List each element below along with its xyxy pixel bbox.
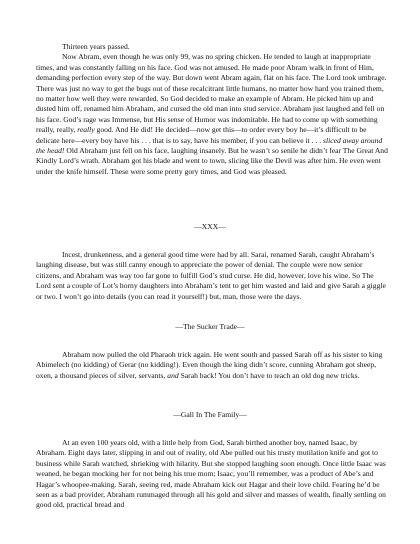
paragraph-pharaoh-text-1: Abraham now pulled the old Pharaoh trick again. He went south and passed Sarah off as his sister to king Abimelech (no kidding) of Gerar (no kidding!). Even though the king didn’t score, cunning Abraham got sheep, oxen, a thousand pieces of silver, servants, xyxy=(36,350,383,380)
paragraph-abram xyxy=(36,52,388,177)
section-heading-sucker-trade: —The Sucker Trade— xyxy=(175,322,245,331)
section-3 xyxy=(36,350,388,381)
paragraph-isaac: At an even 100 years old, with a little help from God, Sarah birthed another boy, named Isaac, by Abraham. Eight days later, slipping in and out of reality, old Abe pulled out his trusty mutilation knife and got to business while Sarah watched, shrieking with hilarity. But she stopped laughing soon enough. Once little Isaac was weaned, he began mocking her for not being his true mom; Isaac, you’ll remember, was a product of Abe’s and Hagar’s whoopee-making. Sarah, seeing red, made Abraham kick out Hagar and their love child. Fearing he’d be seen as a bad provider, Abraham rummaged through all his gold and silver and masses of wealth, finally settling on good old, practical bread and xyxy=(36,438,386,510)
paragraph-abram-text-2: good. And He did! He decided—now get this—to order every boy he—it’s difficult to be delicate here—every boy have his . . . that is to say, have his member, if you can believe it . . . xyxy=(36,125,367,145)
opening-line: Thirteen years passed. xyxy=(62,42,130,51)
section-1 xyxy=(36,42,388,177)
paragraph-incest: Incest, drunkenness, and a general good time were had by all. Sarai, renamed Sarah, caught Abraham’s laughing disease, but was still canny enough to appreciate the power of denial. The couple were now senior citizens, and Abraham was way too far gone to fulfill God’s stud curse. He did, however, love his wine. So The Lord sent a couple of Lot’s horny daughters into Abraham’s tent to get him wasted and laid and give Sarah a giggle or two. I won’t go into details (you can read it yourself!) but, man, those were the days. xyxy=(36,250,386,301)
section-heading-gall-in-the-family: —Gall In The Family— xyxy=(173,410,247,419)
emphasis-sliced: sliced away around the head! xyxy=(36,135,383,156)
section-divider-xxx: —XXX— xyxy=(194,222,226,231)
paragraph-pharaoh-text-2: Sarah back! You don’t have to teach an old dog new tricks. xyxy=(178,370,360,380)
paragraph-abram-text-3: Old Abraham just fell on his face, laughing insanely. But he wasn’t so senile he didn’t fear The Great And Kindly Lord’s wrath. Abraham got his blade and went to town, slicing like the Devil was after him. He even went under the knife himself. These were some pretty gory times, and God was pleased. xyxy=(36,146,388,176)
section-2 xyxy=(36,250,388,302)
paragraph-abram-text-1: Now Abram, even though he was only 99, was no spring chicken. He tended to laugh at inappropriate times, and was constantly falling on his face. God was not amused. He made poor Abram walk in front of Him, demanding perfection every step of the way. But down went Abram again, flat on his face. The Lord took umbrage. There was just no way to get the bugs out of these recalcitrant little humans, no matter how hard you trained them, no matter how well they were rewarded. So God decided to make an example of Abram. He picked him up and dusted him off, renamed him Abraham, and cursed the old man into stud service. Abraham just laughed and fell on his face. God’s rage was Immense, but His sense of Humor was indomitable. He had to come up with something really, really, xyxy=(36,52,387,135)
section-4 xyxy=(36,438,388,511)
emphasis-really: really xyxy=(77,125,95,135)
emphasis-and: and xyxy=(167,370,179,380)
paragraph-pharaoh-trick xyxy=(36,350,388,381)
